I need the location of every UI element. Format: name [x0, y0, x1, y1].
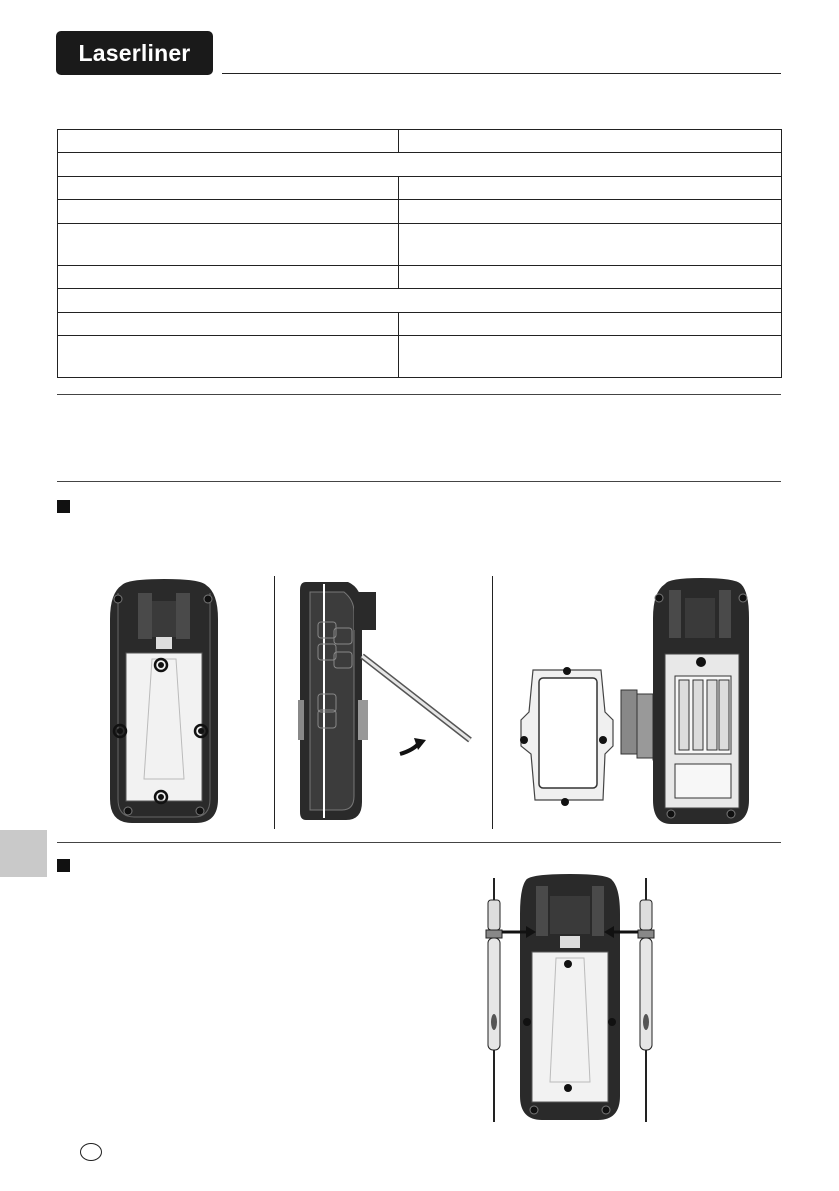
table-cell: [399, 177, 782, 200]
table-row: [58, 177, 782, 200]
language-oval-mark: [80, 1143, 102, 1161]
section-divider: [57, 481, 781, 482]
table-cell: [399, 313, 782, 336]
figure-divider: [492, 576, 493, 829]
table-cell: [58, 130, 399, 153]
device-back-screws-illustration: [108, 579, 220, 824]
section-divider: [57, 394, 781, 395]
table-cell: [58, 177, 399, 200]
figure-divider: [274, 576, 275, 829]
table-row: [58, 200, 782, 224]
table-row: [58, 130, 782, 153]
battery-compartment-illustration: [515, 578, 783, 826]
table-cell: [399, 266, 782, 289]
table-cell: [58, 336, 399, 378]
table-row: [58, 313, 782, 336]
table-row: [58, 336, 782, 378]
table-cell: [58, 313, 399, 336]
table-row: [58, 224, 782, 266]
table-row: [58, 289, 782, 313]
section-2-marker: [57, 859, 70, 872]
table-cell: [399, 130, 782, 153]
table-cell: [58, 200, 399, 224]
table-cell: [58, 266, 399, 289]
table-cell: [399, 224, 782, 266]
section-1-marker: [57, 500, 70, 513]
spec-table: [57, 129, 782, 378]
section-divider: [57, 842, 781, 843]
table-cell: [58, 224, 399, 266]
header-rule: [222, 73, 781, 74]
table-cell: [399, 336, 782, 378]
laserliner-logo: Laserliner: [56, 31, 213, 75]
language-tab: [0, 830, 47, 877]
table-row: [58, 153, 782, 177]
device-side-stand-illustration: [298, 582, 478, 822]
table-cell: [58, 153, 782, 177]
table-row: [58, 266, 782, 289]
device-probes-illustration: [480, 874, 660, 1124]
table-cell: [58, 289, 782, 313]
table-cell: [399, 200, 782, 224]
